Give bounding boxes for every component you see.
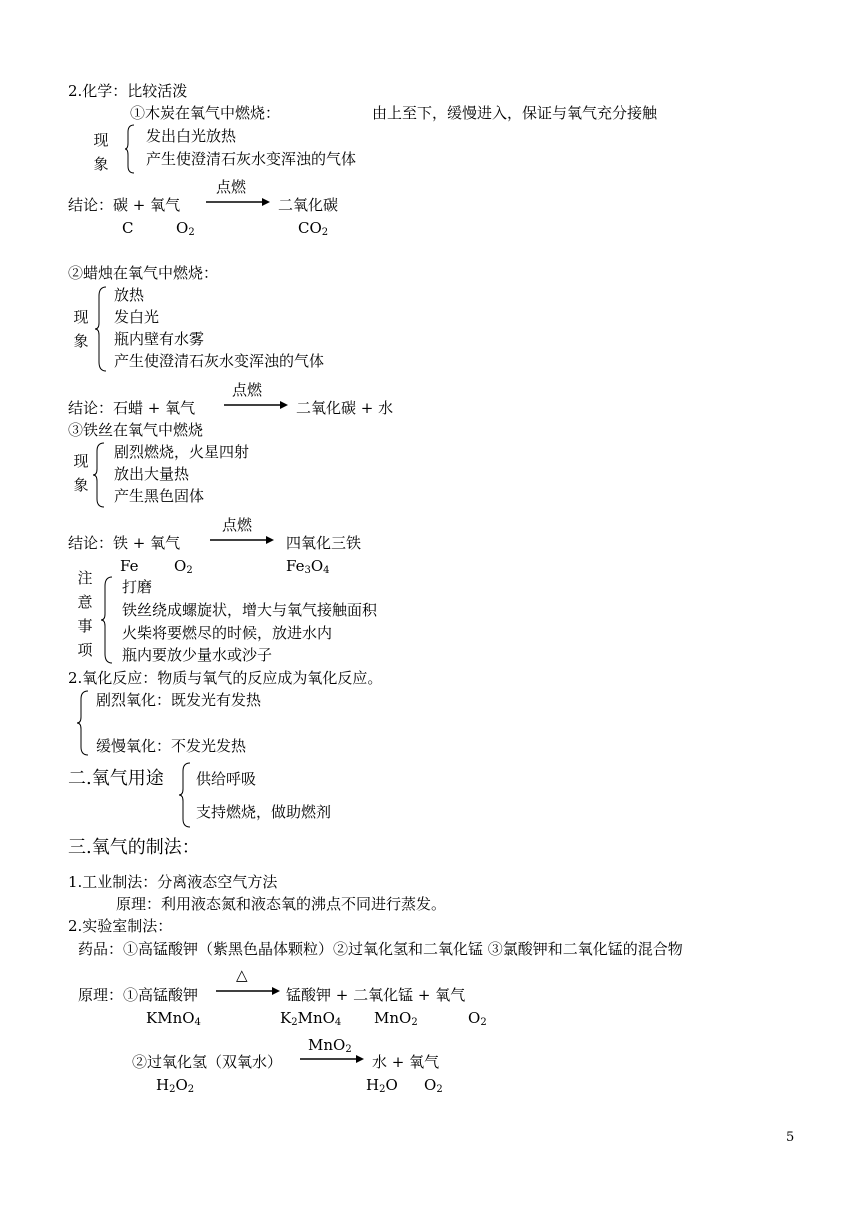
- phenomenon-item: 放热: [114, 286, 145, 304]
- section-heading-chemical: 2.化学：比较活泼: [68, 82, 188, 100]
- catalyst-label: MnO$_2$: [308, 1036, 352, 1055]
- phenomenon-item: 产生黑色固体: [114, 487, 205, 505]
- formula: Fe: [120, 557, 139, 575]
- formula: $CO_2$: [298, 219, 329, 238]
- note-item: 瓶内要放少量水或沙子: [122, 646, 273, 664]
- phenomenon-item: 剧烈燃烧，火星四射: [114, 443, 250, 461]
- item-iron: ③铁丝在氧气中燃烧: [68, 421, 204, 439]
- reaction-rhs: 锰酸钾 + 二氧化锰 + 氧气: [286, 986, 466, 1004]
- reaction-rhs: 水 + 氧气: [372, 1053, 440, 1071]
- phenomenon-item: 发出白光放热: [146, 127, 237, 145]
- note-item: 火柴将要燃尽的时候，放进水内: [122, 624, 333, 642]
- formula: $Fe_3O_4$: [286, 557, 330, 576]
- use-item: 支持燃烧，做助燃剂: [196, 803, 332, 821]
- brace-icon: [92, 442, 106, 508]
- oxidation-definition: 2.氧化反应：物质与氧气的反应成为氧化反应。: [68, 669, 383, 687]
- section-heading-uses: 二.氧气用途: [68, 768, 164, 789]
- conclusion-text: 结论：石蜡 + 氧气: [68, 399, 196, 417]
- conclusion-text: 结论：铁 + 氧气: [68, 534, 181, 552]
- label-notes: 注意事项: [77, 569, 93, 659]
- lab-method: 2.实验室制法：: [68, 917, 173, 935]
- oxidation-item: 剧烈氧化：既发光有发热: [96, 691, 262, 709]
- phenomenon-item: 产生使澄清石灰水变浑浊的气体: [146, 150, 357, 168]
- industrial-method: 1.工业制法：分离液态空气方法: [68, 873, 278, 891]
- brace-icon: [76, 690, 90, 756]
- condition-label: 点燃: [216, 178, 247, 196]
- page-number: 5: [786, 1130, 795, 1145]
- note-item: 铁丝绕成螺旋状，增大与氧气接触面积: [122, 601, 378, 619]
- phenomenon-item: 发白光: [114, 308, 160, 326]
- reaction-lhs: ②过氧化氢（双氧水）: [132, 1053, 283, 1071]
- formula: $O_2$: [468, 1009, 487, 1028]
- label-phenomenon: 现象: [93, 131, 109, 173]
- brace-icon: [178, 762, 192, 828]
- item-charcoal: ①木炭在氧气中燃烧：: [130, 104, 281, 122]
- reaction-lhs: 原理：①高锰酸钾: [78, 986, 199, 1004]
- arrow-icon: [300, 1054, 364, 1064]
- conclusion-text: 结论：碳 + 氧气: [68, 196, 181, 214]
- formula: $O_2$: [424, 1076, 443, 1095]
- arrow-icon: [210, 535, 274, 545]
- note-item: 打磨: [122, 578, 153, 596]
- lab-drugs: 药品：①高锰酸钾（紫黑色晶体颗粒）②过氧化氢和二氧化锰 ③氯酸钾和二氧化锰的混合物: [78, 940, 683, 958]
- brace-icon: [94, 286, 108, 372]
- brace-icon: [100, 576, 114, 664]
- label-phenomenon: 现象: [73, 308, 89, 350]
- product-text: 二氧化碳 + 水: [296, 399, 394, 417]
- industrial-principle: 原理：利用液态氮和液态氧的沸点不同进行蒸发。: [116, 895, 447, 913]
- label-phenomenon: 现象: [73, 452, 89, 494]
- use-item: 供给呼吸: [196, 770, 257, 788]
- product-text: 四氧化三铁: [286, 534, 362, 552]
- phenomenon-item: 产生使澄清石灰水变浑浊的气体: [114, 352, 325, 370]
- formula: C: [122, 219, 134, 237]
- formula: $O_2$: [176, 219, 195, 238]
- arrow-icon: [206, 197, 270, 207]
- product-text: 二氧化碳: [278, 196, 339, 214]
- section-heading-preparation: 三.氧气的制法：: [68, 837, 200, 858]
- formula: $O_2$: [174, 557, 193, 576]
- formula: KMnO$_4$: [146, 1009, 201, 1028]
- phenomenon-item: 放出大量热: [114, 465, 190, 483]
- condition-label: 点燃: [222, 516, 253, 534]
- formula: MnO$_2$: [374, 1009, 418, 1028]
- formula: $H_2O$: [366, 1076, 398, 1095]
- item-candle: ②蜡烛在氧气中燃烧：: [68, 264, 219, 282]
- arrow-icon: [216, 986, 280, 996]
- condition-label: 点燃: [232, 381, 263, 399]
- brace-icon: [124, 124, 136, 174]
- arrow-icon: [224, 400, 288, 410]
- condition-label: △: [236, 966, 248, 984]
- oxidation-item: 缓慢氧化：不发光发热: [96, 737, 247, 755]
- formula: $K_2MnO_4$: [280, 1009, 342, 1028]
- phenomenon-item: 瓶内壁有水雾: [114, 330, 205, 348]
- charcoal-note: 由上至下，缓慢进入，保证与氧气充分接触: [372, 104, 658, 122]
- formula: $H_2O_2$: [156, 1076, 195, 1095]
